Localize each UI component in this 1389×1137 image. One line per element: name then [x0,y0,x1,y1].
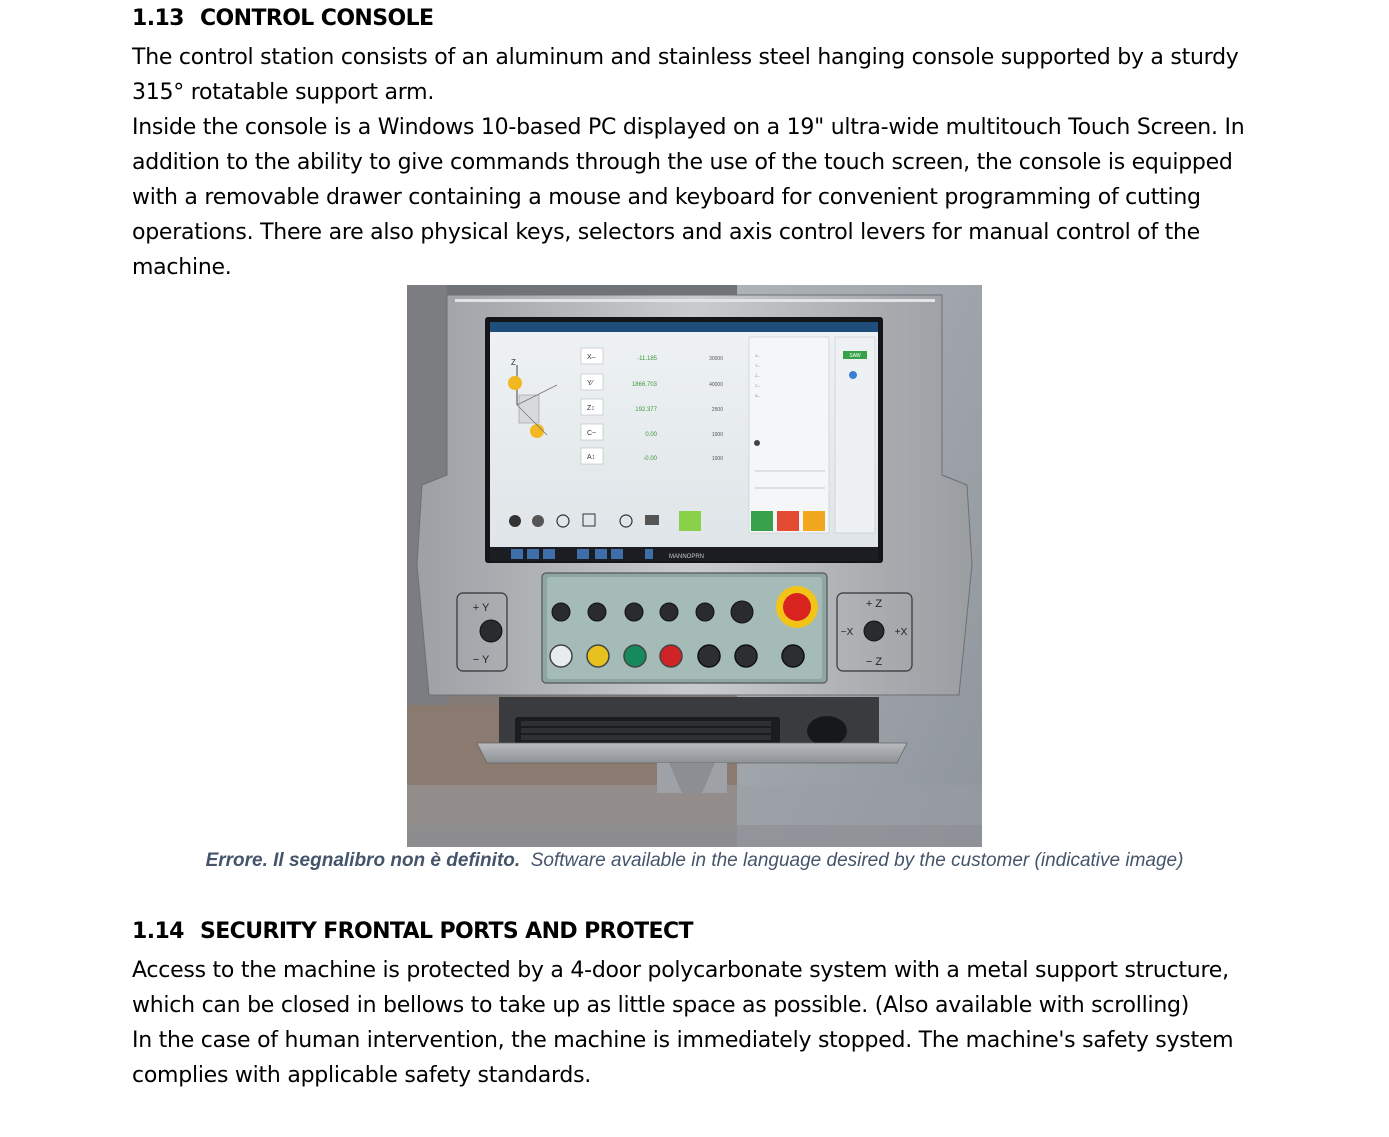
paragraph: Inside the console is a Windows 10-based PC displayed on a 19" ultra-wide multitouch Touch Screen. In addition to the ability to give commands through the use of the touch screen, the console is equipped with a removable drawer containing a mouse and keyboard for convenient programming of cutting operations. There are also physical keys, selectors and axis control levers for manual control of the machine. [132,115,1245,280]
section-heading [132,917,1262,947]
caption-error: Errore. Il segnalibro non è definito. [205,850,521,871]
svg-text:X–: X– [587,354,596,361]
svg-text:192.377: 192.377 [635,407,657,413]
svg-text:-11.185: -11.185 [637,356,657,362]
paragraph: The control station consists of an aluminum and stainless steel hanging console supported by a sturdy 315° rotatable support arm. [132,45,1239,105]
section-number: 1.13 [132,6,184,31]
svg-text:-0.00: -0.00 [643,456,657,462]
svg-text:A↕: A↕ [587,454,596,461]
svg-text:X–: X– [755,353,760,358]
section-title: SECURITY FRONTAL PORTS AND PROTECT [200,919,693,944]
section-security-ports [132,917,1262,1093]
svg-text:SAW: SAW [849,353,861,359]
minus-z-label: − Z [865,656,883,668]
section-number: 1.14 [132,919,184,944]
caption-text: Software available in the language desired by the customer (indicative image) [530,850,1184,871]
svg-text:1000: 1000 [711,432,723,438]
plus-x-label: +X [894,627,908,638]
minus-y-label: − Y [472,654,490,666]
section-heading [132,4,1262,34]
svg-text:Z: Z [511,358,516,367]
paragraph: Access to the machine is protected by a 4-door polycarbonate system with a metal support structure, which can be closed in bellows to take up as little space as possible. (Also available with scrolling) [132,958,1229,1018]
section-control-console [132,4,1262,285]
svg-text:Z–: Z– [755,373,760,378]
svg-text:0.00: 0.00 [645,432,657,438]
svg-text:Y–: Y– [755,363,760,368]
svg-text:MANNOPRN: MANNOPRN [669,554,705,560]
svg-text:Z↕: Z↕ [587,405,595,412]
svg-text:C~: C~ [587,430,597,437]
svg-text:1866.703: 1866.703 [631,382,657,388]
minus-x-label: −X [840,627,854,638]
svg-text:1000: 1000 [711,456,723,462]
console-photo [407,285,982,847]
svg-text:2500: 2500 [711,407,723,413]
svg-text:40000: 40000 [709,382,723,388]
svg-text:C–: C– [755,383,761,388]
svg-text:A–: A– [755,393,760,398]
paragraph: In the case of human intervention, the machine is immediately stopped. The machine's safety system complies with applicable safety standards. [132,1028,1234,1088]
plus-z-label: + Z [865,598,883,610]
svg-text:Y⁄: Y⁄ [587,380,593,387]
plus-y-label: + Y [472,602,490,614]
figure-caption [0,848,1389,874]
section-title: CONTROL CONSOLE [200,6,434,31]
svg-text:30000: 30000 [709,356,723,362]
